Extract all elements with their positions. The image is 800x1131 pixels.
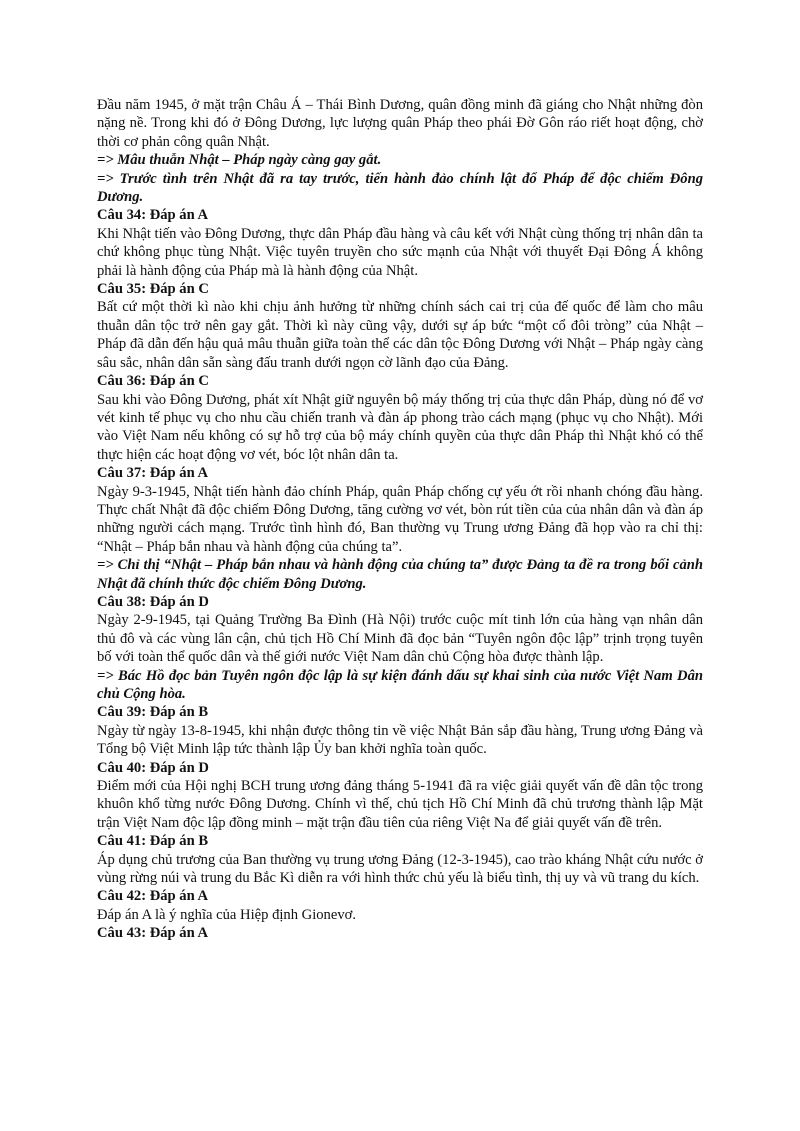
answer-heading-40: Câu 40: Đáp án D — [97, 759, 209, 776]
answer-heading-35: Câu 35: Đáp án C — [97, 281, 209, 298]
conclusion-37: => Chỉ thị “Nhật – Pháp bắn nhau và hành động của chúng ta” được Đảng ta đề ra trong bối cảnh Nhật đã chính thức độc chiếm Đông Dương. — [97, 557, 703, 592]
answer-text-40: Điểm mới của Hội nghị BCH trung ương đảng tháng 5-1941 đã ra việc giải quyết vấn đề dân tộc trong khuôn khổ từng nước Đông Dương. Chính vì thế, chủ tịch Hồ Chí Minh đã chủ trương thành lập Mặt trận Việt Nam độc lập đồng minh – mặt trận đầu tiên của riêng Việt Na để giải quyết vấn đề trên. — [97, 778, 703, 831]
answer-text-38: Ngày 2-9-1945, tại Quảng Trường Ba Đình (Hà Nội) trước cuộc mít tinh lớn của hàng vạn nhân dân thủ đô và các vùng lân cận, chủ tịch Hồ Chí Minh đã đọc bản “Tuyên ngôn độc lập” trịnh trọng tuyên bố với toàn thể quốc dân và thế giới nước Việt Nam dân chủ Cộng hòa được thành lập. — [97, 612, 703, 666]
answer-text-42: Đáp án A là ý nghĩa của Hiệp định Gionevơ. — [97, 906, 356, 923]
answer-heading-41: Câu 41: Đáp án B — [97, 833, 209, 850]
conclusion-38: => Bác Hồ đọc bản Tuyên ngôn độc lập là sự kiện đánh dấu sự khai sinh của nước Việt Nam Dân chủ Cộng hòa. — [97, 667, 703, 702]
answer-text-35: Bất cứ một thời kì nào khi chịu ảnh hưởng từ những chính sách cai trị của đế quốc để làm cho mâu thuẫn dân tộc trở nên gay gắt. Thời kì này cũng vậy, dưới sự áp bức “một cổ đôi tròng” của Nhật – Pháp đã dẫn đến hậu quả mâu thuẫn giữa toàn thể các dân tộc Đông Dương với Nhật – Pháp ngày càng sâu sắc, nhân dân sẵn sàng đấu tranh dưới ngọn cờ lãnh đạo của Đảng. — [97, 299, 703, 371]
answer-text-41: Áp dụng chủ trương của Ban thường vụ trung ương Đảng (12-3-1945), cao trào kháng Nhật cứu nước ở vùng rừng núi và trung du Bắc Kì diễn ra với hình thức chủ yếu là biểu tình, thị uy và vũ trang du kích. — [97, 851, 703, 887]
answer-heading-38: Câu 38: Đáp án D — [97, 593, 209, 610]
answer-heading-42: Câu 42: Đáp án A — [97, 888, 209, 905]
answer-text-37: Ngày 9-3-1945, Nhật tiến hành đảo chính Pháp, quân Pháp chống cự yếu ớt rồi nhanh chóng đầu hàng. Thực chất Nhật đã độc chiếm Đông Dương, tăng cường vơ vét, bòn rút tiền của của nhân dân và đàn áp những người cách mạng. Trước tình hình đó, Ban thường vụ Trung ương Đảng đã họp vào ra chỉ thị: “Nhật – Pháp bắn nhau và hành động của chúng ta”. — [97, 483, 703, 555]
conclusion-1: => Mâu thuẫn Nhật – Pháp ngày càng gay gắt. — [97, 152, 382, 169]
paragraph-intro: Đầu năm 1945, ở mặt trận Châu Á – Thái Bình Dương, quân đồng minh đã giáng cho Nhật những đòn nặng nề. Trong khi đó ở Đông Dương, lực lượng quân Pháp theo phái Đờ Gôn ráo riết hoạt động, chờ thời cơ phản công quân Nhật. — [97, 97, 703, 150]
answer-text-39: Ngày từ ngày 13-8-1945, khi nhận được thông tin về việc Nhật Bản sắp đầu hàng, Trung ương Đảng và Tổng bộ Việt Minh lập tức thành lập Ủy ban khởi nghĩa toàn quốc. — [97, 722, 703, 758]
answer-heading-43: Câu 43: Đáp án A — [97, 925, 209, 942]
answer-heading-39: Câu 39: Đáp án B — [97, 704, 209, 721]
answer-text-36: Sau khi vào Đông Dương, phát xít Nhật giữ nguyên bộ máy thống trị của thực dân Pháp, dùng nó để vơ vét kinh tế phục vụ cho nhu cầu chiến tranh và đàn áp phong trào cách mạng (phục vụ cho Nhật). Mới vào Việt Nam nếu không có sự hỗ trợ của bộ máy chính quyền của thực dân Pháp thì Nhật khó có thể thực hiện các hoạt động vơ vét, bóc lột nhân dân ta. — [97, 391, 703, 463]
conclusion-2: => Trước tình trên Nhật đã ra tay trước, tiến hành đảo chính lật đổ Pháp để độc chiếm Đông Dương. — [97, 170, 703, 206]
answer-heading-36: Câu 36: Đáp án C — [97, 373, 209, 390]
answer-heading-34: Câu 34: Đáp án A — [97, 207, 209, 224]
answer-text-34: Khi Nhật tiến vào Đông Dương, thực dân Pháp đầu hàng và câu kết với Nhật cùng thống trị nhân dân ta chứ không phục tùng Nhật. Việc tuyên truyền cho sức mạnh của Nhật với thuyết Đại Đông Á không phải là hành động của Pháp mà là hành động của Nhật. — [97, 225, 703, 279]
answer-heading-37: Câu 37: Đáp án A — [97, 465, 209, 482]
document-body — [97, 96, 703, 943]
